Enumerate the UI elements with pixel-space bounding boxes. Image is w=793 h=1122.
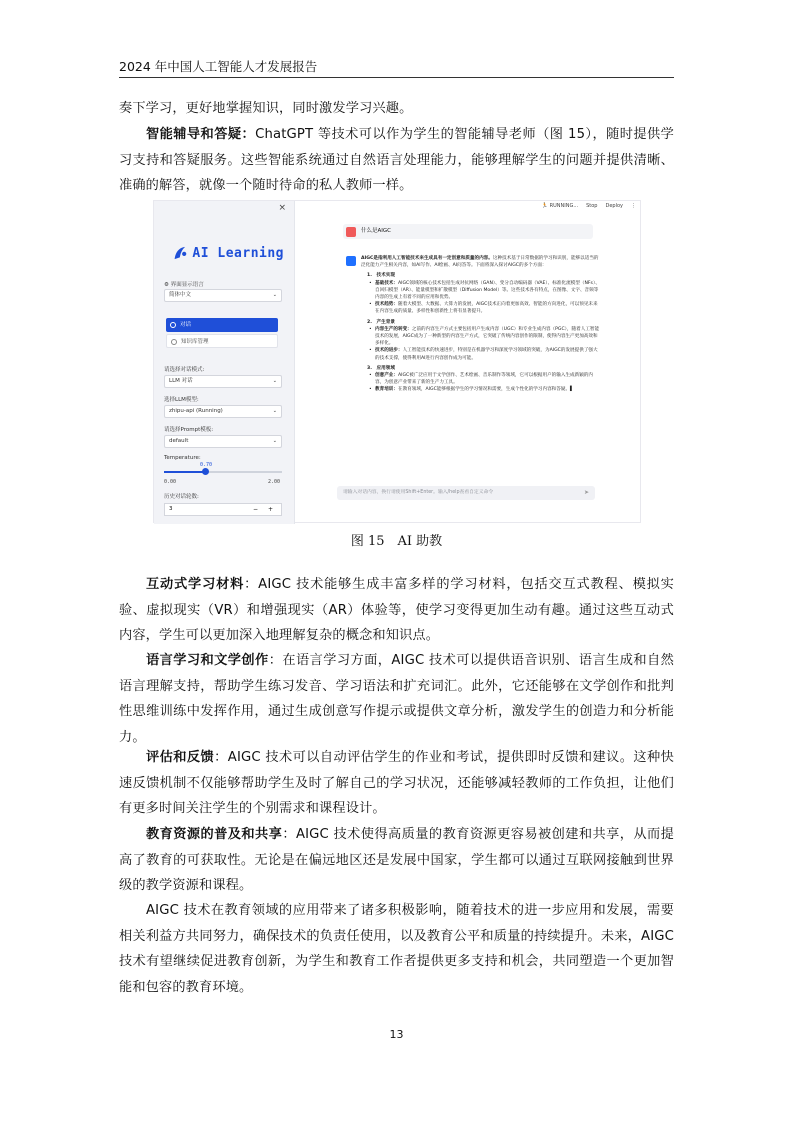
chevron-down-icon: ⌄: [272, 408, 277, 414]
paragraph-body: ：AIGC 技术能够生成丰富多样的学习材料，包括交互式教程、模拟实验、虚拟现实（VR）和增强现实（AR）体验等，使学习变得更加生动有趣。通过这些互动式内容，学生可以更加深入地理解复杂的概念和知识点。: [119, 577, 674, 643]
slider-fill: [164, 471, 205, 473]
assistant-answer-body: [361, 255, 601, 394]
answer-list-item: [375, 326, 601, 348]
paragraph-assessment-feedback: [119, 745, 674, 822]
answer-list-item: [375, 372, 601, 386]
runner-icon: 🏃: [541, 203, 549, 209]
answer-intro: 这种技术基于日常数据的学习和识别，能够以适当的泛化能力产生相关内容，如AI写作、AI绘画、AI问答等。下面将深入探讨AIGC的多个方面：: [361, 256, 599, 269]
radio-dot-icon: [170, 322, 176, 328]
globe-icon: ⚙: [164, 282, 171, 288]
figure-caption: 图 15 AI 助教: [350, 534, 443, 549]
paragraph-language-literature: [119, 648, 674, 750]
paragraph-body: ：AIGC 技术可以自动评估学生的作业和考试，提供即时反馈和建议。这种快速反馈机制不仅能够帮助学生及时了解自己的学习状况，还能够减轻教师的工作负担，让他们有更多时间关注学生的个别需求和课程设计。: [119, 750, 674, 816]
paragraph-heading: 评估和反馈: [146, 750, 215, 765]
app-logo: [172, 241, 284, 265]
stepper-buttons[interactable]: − +: [253, 506, 277, 513]
paragraph-heading: 教育资源的普及和共享: [146, 827, 283, 842]
history-rounds-label: 历史对话轮数:: [164, 494, 199, 500]
close-icon[interactable]: ×: [278, 203, 286, 213]
answer-item-text: 人工智能技术的快速进步，特别是在机器学习和深度学习领域的突破，为AIGC的发展提供了强大的技术支撑，使得利用AI进行内容创作成为可能。: [375, 348, 598, 361]
temperature-min: 0.00: [164, 479, 177, 485]
paragraph-heading: 语言学习和文学创作: [146, 653, 269, 668]
send-icon[interactable]: ➤: [583, 489, 589, 496]
answer-item-heading: 教育培训：: [375, 387, 398, 393]
answer-section-title: 1. 技术实现: [367, 273, 395, 279]
running-header: 2024 年中国人工智能人才发展报告: [119, 58, 674, 78]
running-status: 🏃 RUNNING...: [541, 203, 579, 209]
top-bar: [542, 203, 636, 209]
paragraph-resource-sharing: [119, 822, 674, 899]
answer-item-heading: 内容生产的转变：: [375, 326, 412, 332]
assistant-avatar-icon: [346, 256, 356, 266]
answer-list-item: [375, 386, 601, 393]
user-avatar-icon: [346, 227, 356, 237]
paragraph-heading: 互动式学习材料: [146, 577, 245, 592]
chat-input[interactable]: 请输入对话内容，换行请使用Shift+Enter。输入/help查看自定义命令 ➤: [337, 486, 595, 500]
dialog-mode-select[interactable]: LLM 对话 ⌄: [164, 375, 282, 388]
paragraph-interactive-materials: [119, 572, 674, 649]
user-message: 什么是AIGC: [343, 224, 593, 239]
menu-icon[interactable]: ⋮: [631, 203, 636, 209]
temperature-label: Temperature:: [164, 455, 201, 461]
deploy-button[interactable]: Deploy: [605, 203, 623, 209]
answer-item-text: 随着大模型、大数据、大算力的发展，AIGC技术正向着更加高效、智能的方向进化，可以预见未来在内容生成的质量、多样性和创新性上将有显著提升。: [375, 302, 598, 315]
answer-list-item: [375, 280, 601, 302]
slider-thumb[interactable]: [202, 468, 209, 475]
chevron-down-icon: ⌄: [272, 378, 277, 384]
paragraph-body: ChatGPT 等技术可以作为学生的智能辅导老师（图 15），随时提供学习支持和答疑服务。这些智能系统通过自然语言处理能力，能够理解学生的问题并提供清晰、准确的解答，就像一个随时待命的私人教师一样。: [119, 127, 674, 193]
logo-icon: [172, 244, 189, 262]
language-select[interactable]: 简体中文 ⌄: [164, 289, 282, 302]
page-number: 13: [389, 1028, 404, 1041]
history-rounds-stepper[interactable]: 3 − +: [164, 503, 282, 516]
figure-ai-assistant-screenshot: [153, 200, 641, 523]
paragraph-continuation: 奏下学习，更好地掌握知识，同时激发学习兴趣。: [119, 101, 413, 116]
answer-section-title: 2. 产生背景: [367, 319, 395, 325]
answer-item-text: AIGC被广泛应用于文学创作、艺术绘画、音乐制作等领域，它可以根据用户的输入生成新颖的内容，为创意产业带来了新的生产力工具。: [375, 373, 594, 386]
language-label: ⚙ 界面显示语言: [164, 282, 204, 288]
temperature-value: 0.70: [200, 462, 213, 468]
answer-lead: AIGC是指利用人工智能技术来生成具有一定创意和质量的内容。: [361, 256, 493, 261]
model-label: 选择LLM模型:: [164, 397, 199, 403]
paragraph-body: ：AIGC 技术使得高质量的教育资源更容易被创建和共享，从而提高了教育的可获取性。无论是在偏远地区还是发展中国家，学生都可以通过互联网接触到世界级的教学资源和课程。: [119, 827, 674, 893]
temperature-max: 2.00: [268, 479, 281, 485]
logo-text: AI Learning: [192, 245, 284, 261]
sidebar: [154, 201, 294, 524]
stop-button[interactable]: Stop: [586, 203, 598, 209]
prompt-template-select[interactable]: default ⌄: [164, 435, 282, 448]
answer-section-title: 3. 应用领域: [367, 365, 395, 371]
mode-radio-knowledge-base[interactable]: 知识库管理: [166, 334, 278, 348]
dialog-mode-label: 请选择对话模式:: [164, 367, 205, 373]
answer-item-heading: 创意产业：: [375, 373, 398, 379]
answer-item-text: AIGC领域的核心技术包括生成对抗网络（GAN）、变分自动编码器（VAE）、标准化流模型（NFs）、自回归模型（AR）、能量模型和扩散模型（Diffusion Model）等。这些技术各有特点，在图像、文字、音频等内容的生成上有着不同的应用和优势。: [375, 280, 600, 301]
prompt-template-label: 请选择Prompt模板:: [164, 427, 214, 433]
chevron-down-icon: ⌄: [272, 438, 277, 444]
answer-item-heading: 技术趋势：: [375, 302, 398, 308]
paragraph-heading: 智能辅导和答疑：: [146, 127, 256, 142]
radio-dot-icon: [171, 339, 177, 345]
answer-item-heading: 基础技术：: [375, 280, 398, 286]
chat-main: [295, 201, 642, 524]
answer-list-item: [375, 347, 601, 361]
mode-radio-chat[interactable]: 对话: [166, 318, 278, 332]
chevron-down-icon: ⌄: [272, 292, 277, 298]
answer-list-item: [375, 301, 601, 315]
paragraph-body: ：在语言学习方面，AIGC 技术可以提供语音识别、语言生成和自然语言理解支持，帮助学生练习发音、学习语法和扩充词汇。此外，它还能够在文学创作和批判性思维训练中发挥作用，通过生成创意写作提示或提供文章分析，激发学生的创造力和分析能力。: [119, 653, 674, 745]
temperature-slider[interactable]: [164, 471, 282, 473]
answer-item-text: 之前的内容生产方式主要包括用户生成内容（UGC）和专业生成内容（PGC），随着人工智能技术的发展，AIGC成为了一种新型的内容生产方式，它突破了传统内容创作的限制，使得内容生产更加高效和多样化。: [375, 326, 600, 347]
paragraph-conclusion: AIGC 技术在教育领域的应用带来了诸多积极影响，随着技术的进一步应用和发展，需要相关利益方共同努力，确保技术的负责任使用，以及教育公平和质量的持续提升。未来，AIGC 技术有望继续促进教育创新，为学生和教育工作者提供更多支持和机会，共同塑造一个更加智能和包容的教育环境。: [119, 903, 674, 995]
answer-item-heading: 技术的进步：: [375, 348, 403, 354]
paragraph-tutoring: [119, 122, 674, 199]
model-select[interactable]: zhipu-api (Running) ⌄: [164, 405, 282, 418]
answer-item-text: 在教育领域，AIGC能够根据学生的学习情况和需要，生成个性化的学习内容和答疑。▌: [397, 387, 574, 393]
